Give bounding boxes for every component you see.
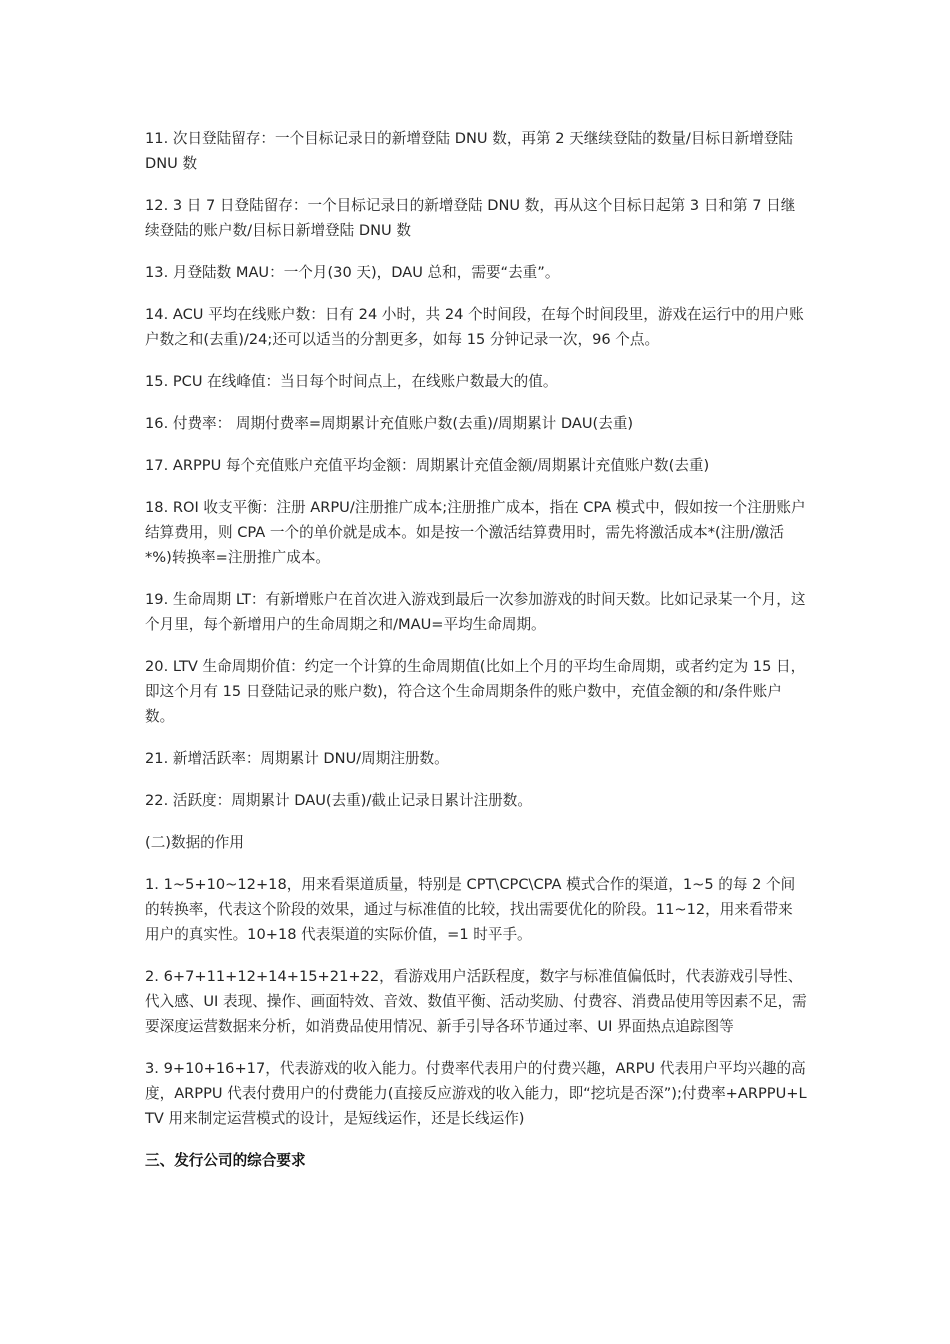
document-body [145,126,807,1173]
subsection-title-data-usage: (二)数据的作用 [145,834,244,851]
paragraph-channel-quality: 1. 1~5+10~12+18，用来看渠道质量，特别是 CPT\CPC\CPA 模式合作的渠道，1~5 的每 2 个间的转换率，代表这个阶段的效果，通过与标准值的比较，找出需要优化的阶段。11~12，用来看带来用户的真实性。10+18 代表渠道的实际价值，=1 时平手。 [145,876,796,943]
paragraph-acu: 14. ACU 平均在线账户数：日有 24 小时，共 24 个时间段，在每个时间段里，游戏在运行中的用户账户数之和(去重)/24;还可以适当的分割更多，如每 15 分钟记录一次，96 个点。 [145,306,804,348]
paragraph-ltv: 20. LTV 生命周期价值：约定一个计算的生命周期值(比如上个月的平均生命周期，或者约定为 15 日，即这个月有 15 日登陆记录的账户数)，符合这个生命周期条件的账户数中，充值金额的和/条件账户数。 [145,658,806,725]
paragraph-arppu: 17. ARPPU 每个充值账户充值平均金额：周期累计充值金额/周期累计充值账户数(去重) [145,457,710,474]
paragraph-pay-rate: 16. 付费率： 周期付费率=周期累计充值账户数(去重)/周期累计 DAU(去重) [145,415,634,432]
paragraph-roi: 18. ROI 收支平衡：注册 ARPU/注册推广成本;注册推广成本，指在 CPA 模式中，假如按一个注册账户结算费用，则 CPA 一个的单价就是成本。如是按一个激活结算费用时，需先将激活成本*(注册/激活*%)转换率=注册推广成本。 [145,499,806,566]
paragraph-activity: 22. 活跃度：周期累计 DAU(去重)/截止记录日累计注册数。 [145,792,532,809]
paragraph-next-day-retention: 11. 次日登陆留存：一个目标记录日的新增登陆 DNU 数，再第 2 天继续登陆的数量/目标日新增登陆 DNU 数 [145,130,794,172]
paragraph-mau: 13. 月登陆数 MAU：一个月(30 天)，DAU 总和，需要“去重”。 [145,264,560,281]
paragraph-lt: 19. 生命周期 LT：有新增账户在首次进入游戏到最后一次参加游戏的时间天数。比如记录某一个月，这个月里，每个新增用户的生命周期之和/MAU=平均生命周期。 [145,591,806,633]
paragraph-new-active-rate: 21. 新增活跃率：周期累计 DNU/周期注册数。 [145,750,449,767]
paragraph-3-7-day-retention: 12. 3 日 7 日登陆留存：一个目标记录日的新增登陆 DNU 数，再从这个目标日起第 3 日和第 7 日继续登陆的账户数/目标日新增登陆 DNU 数 [145,197,796,239]
paragraph-pcu: 15. PCU 在线峰值：当日每个时间点上，在线账户数最大的值。 [145,373,558,390]
paragraph-revenue-ability: 3. 9+10+16+17，代表游戏的收入能力。付费率代表用户的付费兴趣，ARPU 代表用户平均兴趣的高度，ARPPU 代表付费用户的付费能力(直接反应游戏的收入能力，即“挖坑是否深”);付费率+ARPPU+LTV 用来制定运营模式的设计，是短线运作，还是长线运作) [145,1060,807,1127]
paragraph-user-activity: 2. 6+7+11+12+14+15+21+22，看游戏用户活跃程度，数字与标准值偏低时，代表游戏引导性、代入感、UI 表现、操作、画面特效、音效、数值平衡、活动奖励、付费容、消费品使用等因素不足，需要深度运营数据来分析，如消费品使用情况、新手引导各环节通过率、UI 界面热点追踪图等 [145,968,807,1035]
section-heading: 三、发行公司的综合要求 [145,1152,306,1169]
